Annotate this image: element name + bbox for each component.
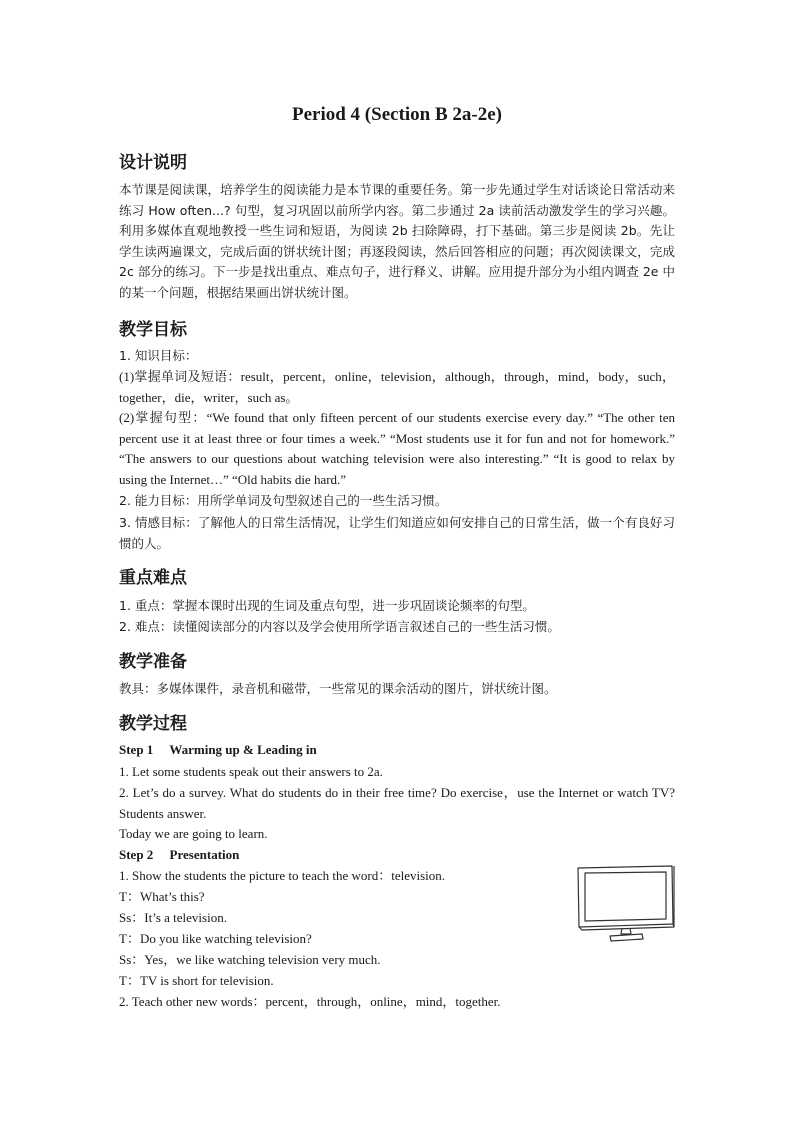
design-paragraph: 本节课是阅读课，培养学生的阅读能力是本节课的重要任务。第一步先通过学生对话谈论日常活动来练习 How often...? 句型，复习巩固以前所学内容。第二步通过 2a 读前活动激发学生的学习兴趣。利用多媒体直观地教授一些生词和短语，为阅读 2b 扫除障碍，打下基础。第三步是阅读 2b。先让学生读两遍课文，完成后面的饼状统计图；再逐段阅读，然后回答相应的问题；再次阅读课文，完成 2c 部分的练习。下一步是找出重点、难点句子，进行释义、讲解。应用提升部分为小组内调查 2e 中的某一个问题，根据结果画出饼状统计图。 [119, 182, 675, 300]
dialog-line-3: T：Do you like watching television? [119, 931, 312, 946]
step1-line1: 1. Let some students speak out their answers to 2a. [119, 764, 383, 779]
heading-process: 教学过程 [119, 714, 187, 734]
prep-body: 教具：多媒体课件，录音机和磁带，一些常见的课余活动的图片，饼状统计图。 [119, 681, 557, 696]
heading-goals: 教学目标 [119, 320, 187, 340]
dialog-line-1: T：What’s this? [119, 889, 205, 904]
step1-line2: 2. Let’s do a survey. What do students do in their free time? Do exercise，use the Internet or watch TV? Students answer. [119, 785, 675, 821]
keypoint-key: 1. 重点：掌握本课时出现的生词及重点句型，进一步巩固谈论频率的句型。 [119, 598, 535, 613]
page-title: Period 4 (Section B 2a-2e) [291, 104, 502, 125]
dialog-line-4: Ss：Yes，we like watching television very much. [119, 952, 381, 967]
step2-line1: 1. Show the students the picture to teach the word：television. [119, 868, 446, 883]
step2-line2: 2. Teach other new words：percent，through，online，mind，together. [119, 994, 501, 1009]
television-icon [576, 864, 676, 944]
step1-title: Step 1 Warming up & Leading in [119, 742, 317, 757]
goal-emotion: 3. 情感目标：了解他人的日常生活情况，让学生们知道应如何安排自己的日常生活，做一个有良好习惯的人。 [119, 515, 675, 551]
goal-words: (1)掌握单词及短语：result，percent，online，television，although，through，mind，body，such，together，die，writer，such as。 [119, 369, 675, 405]
goal-ability: 2. 能力目标：用所学单词及句型叙述自己的一些生活习惯。 [119, 493, 448, 508]
step2-title: Step 2 Presentation [119, 847, 240, 862]
heading-keypoints: 重点难点 [119, 568, 187, 588]
keypoint-difficult: 2. 难点：读懂阅读部分的内容以及学会使用所学语言叙述自己的一些生活习惯。 [119, 619, 560, 634]
step1-line3: Today we are going to learn. [119, 826, 268, 841]
dialog-line-5: T：TV is short for television. [119, 973, 274, 988]
heading-prep: 教学准备 [119, 652, 187, 672]
dialog-line-2: Ss：It’s a television. [119, 910, 227, 925]
goal-sentences: (2)掌握句型：“We found that only fifteen percent of our students exercise every day.” “The other ten percent use it at least three or four times a week.” “Most students use it for fun and not for homework.” “The answers to our questions about watching television were also interesting.” “It is good to relax by using the Internet…” “Old habits die hard.” [119, 410, 675, 487]
heading-design: 设计说明 [119, 153, 187, 173]
goal-knowledge-label: 1. 知识目标： [119, 348, 198, 363]
